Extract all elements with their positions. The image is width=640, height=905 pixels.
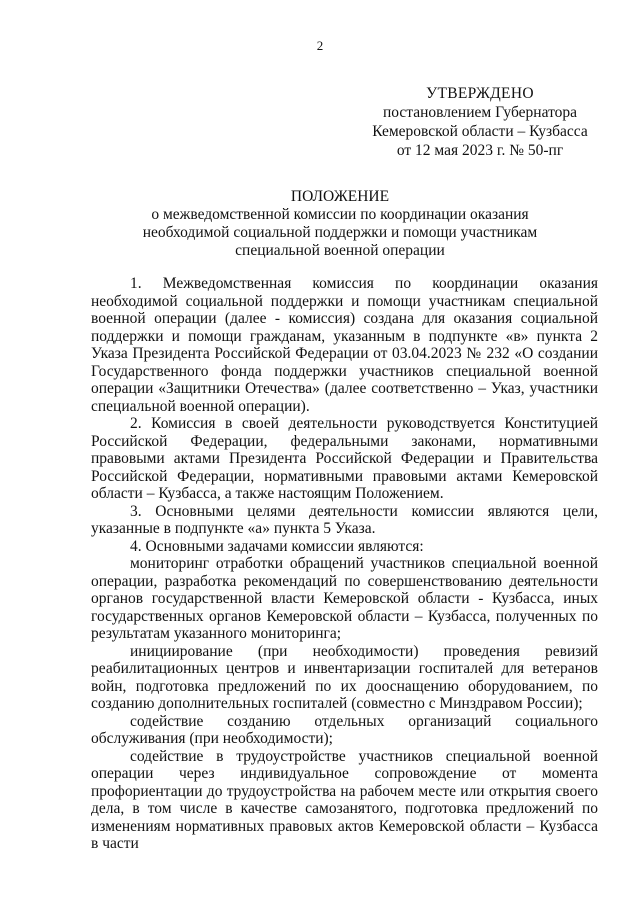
- paragraph-3: 3. Основными целями деятельности комиссии являются цели, указанные в подпункте «а» пункта 5 Указа.: [91, 502, 598, 537]
- task-social-services: содействие созданию отдельных организаций социального обслуживания (при необходимости);: [91, 712, 598, 747]
- document-body: [91, 275, 598, 853]
- document-title: [90, 188, 590, 260]
- approval-date: от 12 мая 2023 г. № 50-пг: [396, 142, 564, 159]
- approval-stamp: [360, 84, 600, 160]
- task-inspections: инициирование (при необходимости) проведения ревизий реабилитационных центров и инвентаризации госпиталей для ветеранов войн, подготовка предложений по их дооснащению оборудованием, по созданию дополнительных госпиталей (совместно с Минздравом России);: [91, 642, 598, 712]
- title-subtitle-line: необходимой социальной поддержки и помощи участникам: [142, 224, 538, 241]
- page-number: 2: [316, 38, 324, 53]
- title-subtitle-line: о межведомственной комиссии по координации оказания: [151, 206, 529, 223]
- approval-line: Кемеровской области – Кузбасса: [372, 123, 588, 140]
- paragraph-1: 1. Межведомственная комиссия по координации оказания необходимой социальной поддержки и помощи участникам специальной военной операции (далее - комиссия) создана для оказания социальной поддержки и помощи гражданам, указанным в подпункте «в» пункта 2 Указа Президента Российской Федерации от 03.04.2023 № 232 «О создании Государственного фонда поддержки участников специальной военной операции «Защитники Отечества» (далее соответственно – Указ, участники специальной военной операции).: [91, 275, 598, 415]
- approval-heading: УТВЕРЖДЕНО: [426, 85, 534, 102]
- paragraph-4: 4. Основными задачами комиссии являются:: [130, 537, 424, 555]
- paragraph-2: 2. Комиссия в своей деятельности руководствуется Конституцией Российской Федерации, федеральными законами, нормативными правовыми актами Президента Российской Федерации и Правительства Российской Федерации, нормативными правовыми актами Кемеровской области – Кузбасса, а также настоящим Положением.: [91, 415, 598, 502]
- title-heading: ПОЛОЖЕНИЕ: [290, 188, 390, 205]
- task-monitoring: мониторинг отработки обращений участников специальной военной операции, разработка рекомендаций по совершенствованию деятельности органов государственной власти Кемеровской области - Кузбасса, иных государственных органов Кемеровской области – Кузбасса, полученных по результатам указанного мониторинга;: [91, 555, 598, 642]
- approval-line: постановлением Губернатора: [382, 104, 578, 121]
- task-employment: содействие в трудоустройстве участников специальной военной операции через индивидуальное сопровождение от момента профориентации до трудоустройства на рабочем месте или открытия своего дела, в том числе в качестве самозанятого, подготовка предложений по изменениям нормативных правовых актов Кемеровской области – Кузбасса в части: [91, 747, 598, 852]
- title-subtitle-line: специальной военной операции: [235, 242, 445, 259]
